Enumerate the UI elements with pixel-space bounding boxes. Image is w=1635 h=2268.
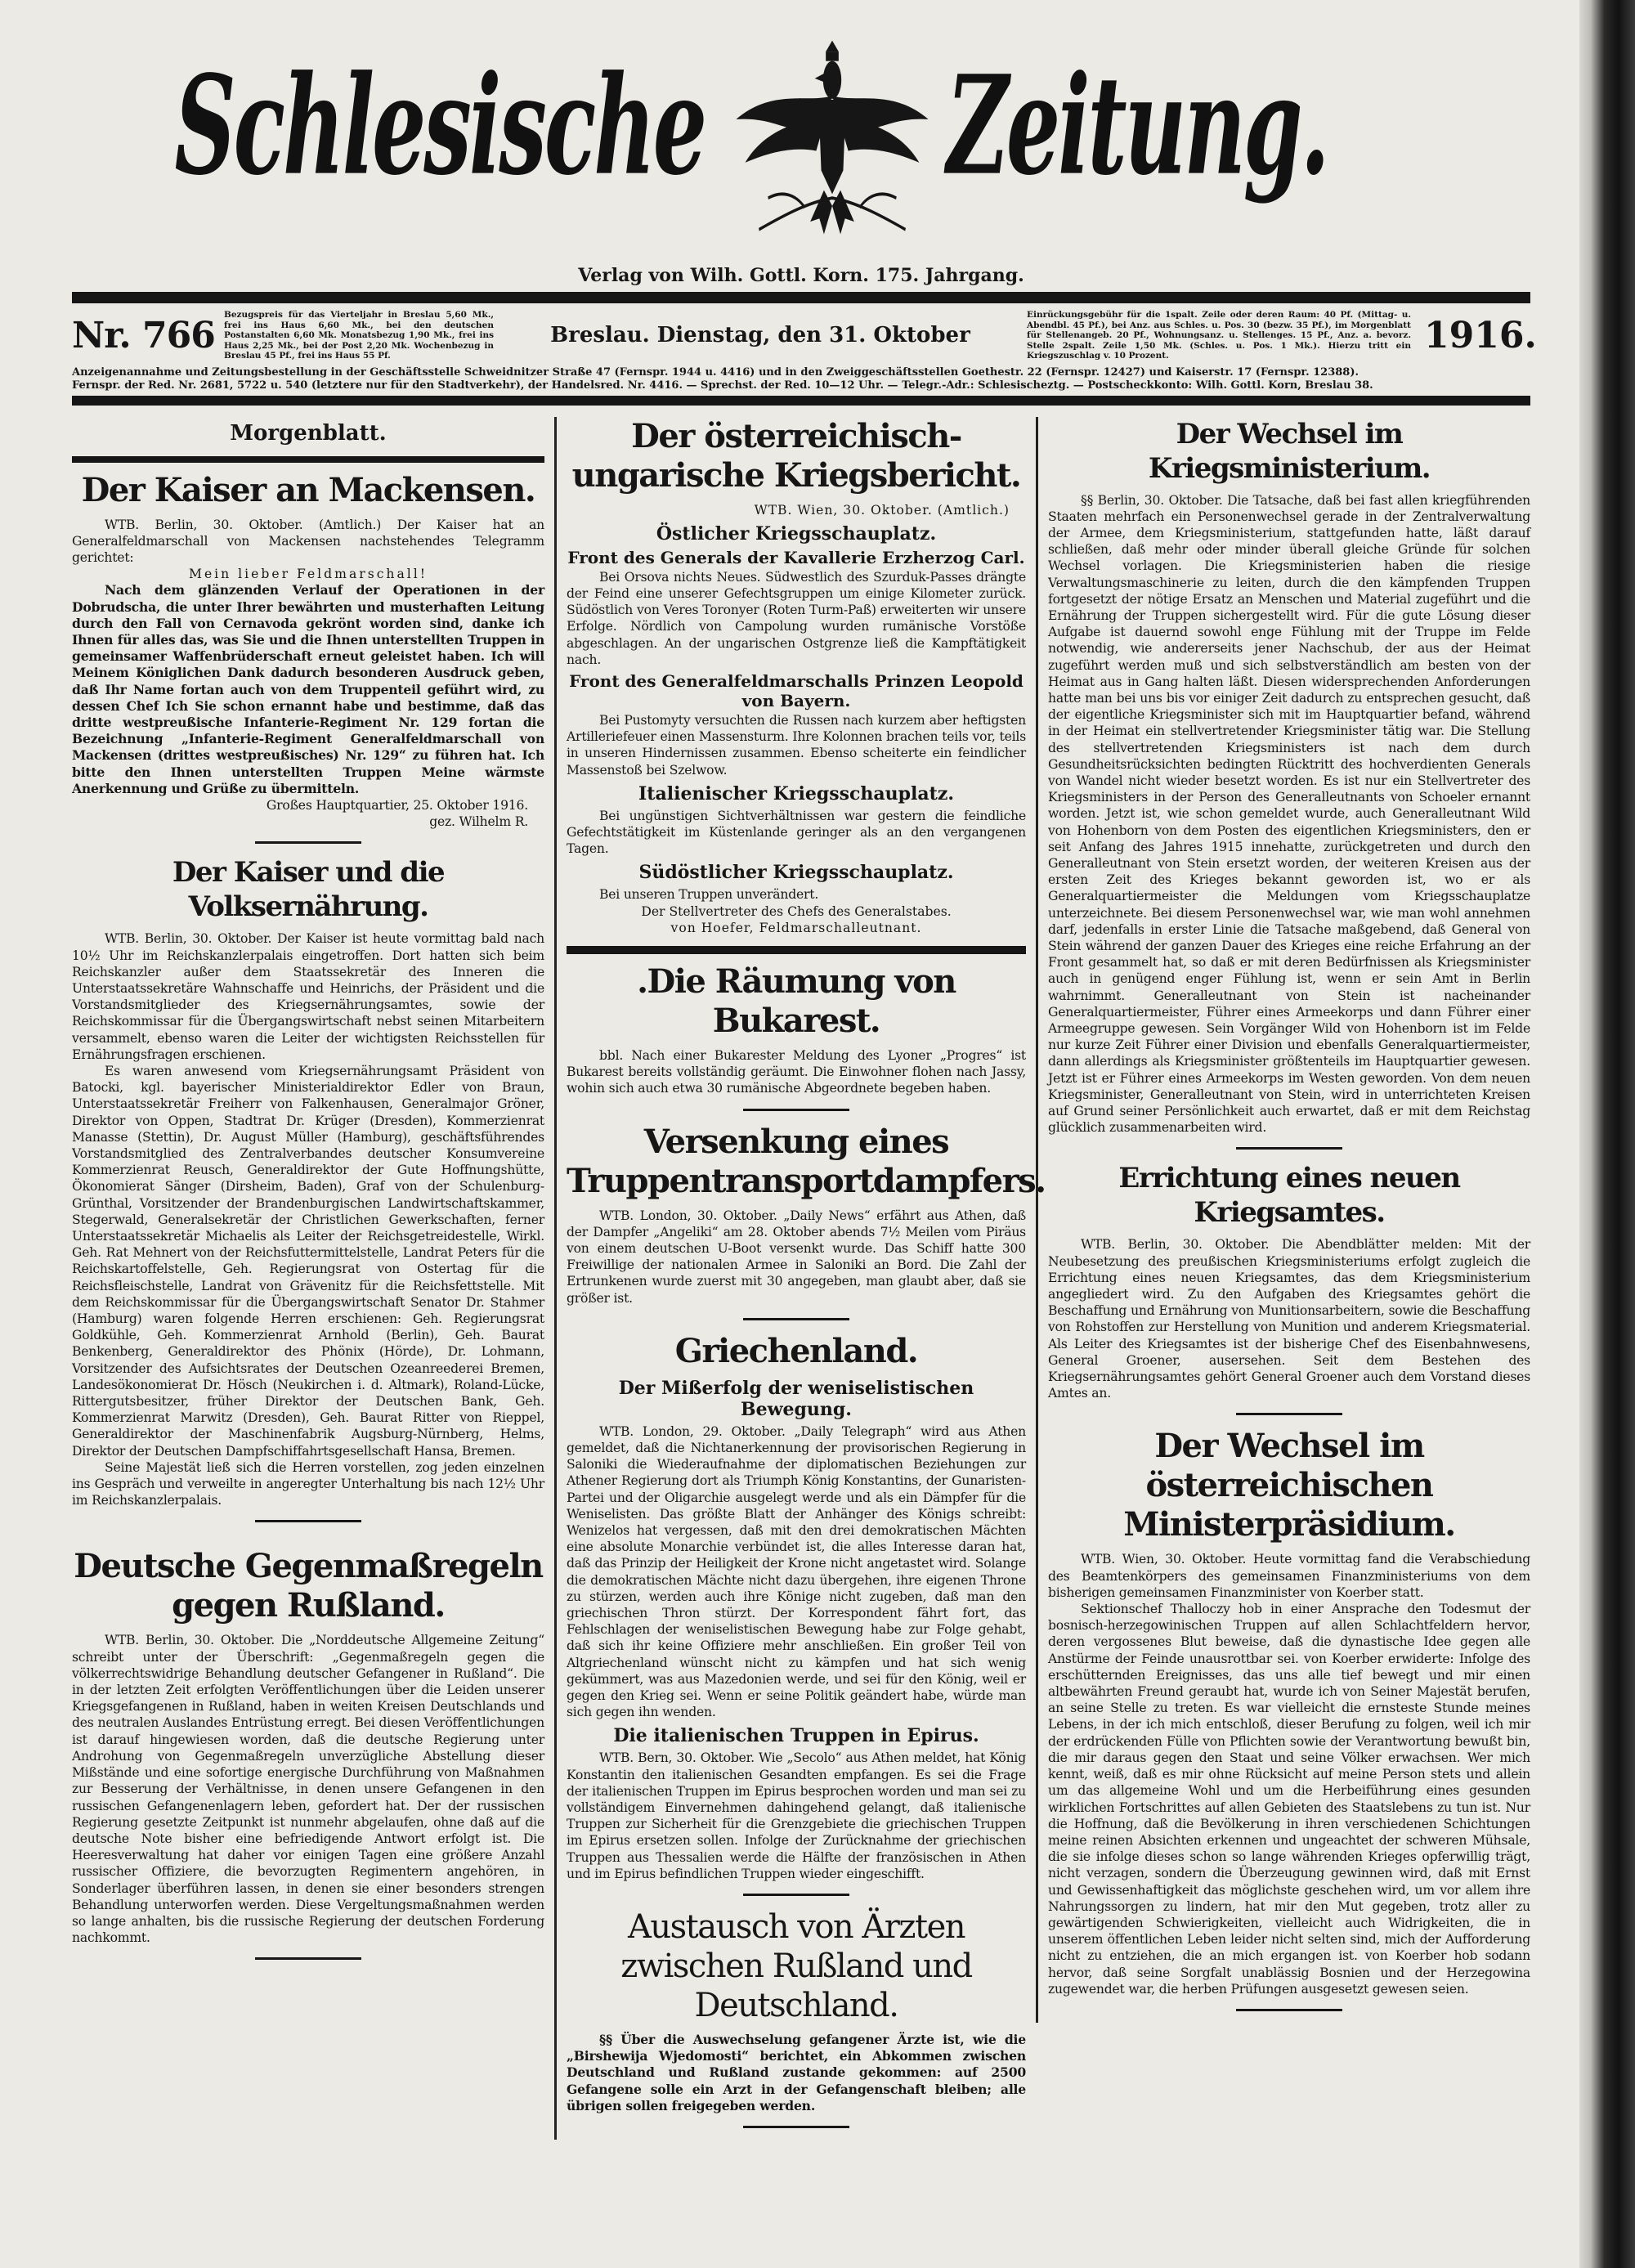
paragraph: Bei unseren Truppen unverändert. [599, 887, 819, 903]
paragraph: Bei ungünstigen Sichtverhältnissen war gestern die feindliche Gefechtstätigkeit im Küstenlande geringer als an den vergangenen Tagen. [567, 808, 1026, 857]
address-line-2: Fernspr. der Red. Nr. 2681, 5722 u. 540 (letztere nur für den Stadtverkehr), der Handelsred. Nr. 4416. — Sprechst. der Red. 10—12 Uhr. — Telegr.-Adr.: Schlesischeztg. — Postscheckkonto: Wilh. Gottl. Korn, Breslau 38. [72, 379, 1373, 392]
page [72, 0, 1537, 2140]
article-separator [255, 841, 361, 844]
subheading: Italienischer Kriegsschauplatz. [638, 782, 954, 805]
article-kriegsministerium [1048, 417, 1530, 1136]
article-separator [255, 1520, 361, 1522]
issue-year: 1916. [1424, 314, 1537, 356]
section-rule [567, 946, 1026, 954]
headline: Griechenland. [674, 1331, 918, 1370]
dateline: WTB. Wien, 30. Oktober. (Amtlich.) [754, 502, 1010, 518]
paragraph: Seine Majestät ließ sich die Herren vorstellen, zog jeden einzelnen ins Gespräch und verweilte in angeregter Unterhaltung bis nach 12½ Uhr im Reichskanzlerpalais. [72, 1459, 544, 1508]
article-kriegsbericht [567, 417, 1026, 936]
column-left [72, 417, 544, 1972]
subscription-price: Bezugspreis für das Vierteljahr in Breslau 5,60 Mk., frei ins Haus 6,60 Mk., bei den deutschen Postanstalten 6,60 Mk. Monatsbezug 1,90 Mk., frei ins Haus 2,25 Mk., bei der Post 2,20 Mk. Wochenbezug in Breslau 45 Pf., frei ins Haus 55 Pf. [224, 310, 494, 361]
article-truppentransport [567, 1122, 1046, 1307]
paragraph: WTB. Wien, 30. Oktober. Heute vormittag fand die Verabschiedung des Beamtenkörpers des gemeinsamen Finanzministeriums von dem bisherigen gemeinsamen Finanzminister von Koerber statt. [1048, 1552, 1530, 1600]
paragraph: WTB. London, 30. Oktober. „Daily News“ erfährt aus Athen, daß der Dampfer „Angeliki“ am 28. Oktober abends 7½ Meilen vom Piräus von einem deutschen U-Boot versenkt wurde. Das Schiff hatte 300 Freiwillige der nationalen Armee in Saloniki an Bord. Die Zahl der Ertrunkenen wurde zuerst mit 30 angegeben, man glaubt aber, daß sie größer ist. [567, 1208, 1026, 1306]
issue-dateline: Breslau. Dienstag, den 31. Oktober [550, 323, 970, 348]
article-aerzte-austausch [567, 1907, 1026, 2114]
issue-number: Nr. 766 [72, 314, 215, 356]
subheading: Front des Generals der Kavallerie Erzherzog Carl. [567, 547, 1025, 567]
edition-label: Morgenblatt. [230, 420, 387, 446]
subheading: Die italienischen Truppen in Epirus. [613, 1725, 979, 1747]
article-separator [1236, 1413, 1342, 1415]
issue-info-row [72, 303, 1537, 365]
article-ministerpraesidium [1048, 1427, 1530, 1997]
paragraph: Bei Pustomyty versuchten die Russen nach kurzem aber heftigsten Artilleriefeuer einen Massensturm. Ihre Kolonnen brachen teils vor, teils in unseren Hindernissen zusammen. Ebenso scheiterte ein feindlicher Massenstoß bei Szelwow. [567, 712, 1026, 778]
headline: Austausch von Ärzten zwischen Rußland und Deutschland. [620, 1908, 972, 2025]
article-gegenmassregeln [72, 1547, 544, 1946]
article-separator [1236, 2009, 1342, 2011]
section-rule [72, 456, 544, 463]
header-rule-bottom [72, 396, 1530, 406]
headline: Versenkung eines Truppentransportdampfers. [567, 1122, 1046, 1200]
signature: von Hoefer, Feldmarschalleutnant. [670, 920, 922, 935]
eagle-emblem-icon [718, 33, 947, 245]
article-separator [255, 1957, 361, 1960]
advertising-rates: Einrückungsgebühr für die 1spalt. Zeile oder deren Raum: 40 Pf. (Mittag- u. Abendbl. 45 Pf.), bei Anz. aus Schles. u. Pos. 30 (bezw. 35 Pf.), im Morgenblatt für Stellenangeb. 20 Pf., Wohnungsanz. u. Stellenges. 15 Pf., Anz. a. bevorz. Stelle 2spalt. Zeile 1,50 Mk. (Schles. u. Pos. 1 Mk.). Hierzu tritt ein Kriegszuschlag v. 10 Prozent. [1027, 310, 1411, 361]
paragraph: Nach dem glänzenden Verlauf der Operationen in der Dobrudscha, die unter Ihrer bewährten und musterhaften Leitung durch den Fall von Cernavoda gekrönt worden sind, danke ich Ihnen für alles das, was Sie und die Ihnen unterstellten Truppen in gemeinsamer Waffenbrüderschaft erneut geleistet haben. Ich will Meinem Königlichen Dank dadurch besonderen Ausdruck geben, daß Ihr Name fortan auch von dem Truppenteil geführt wird, zu dessen Chef Ich Sie schon ernannt habe und bestimme, daß das dritte westpreußische Infanterie-Regiment Nr. 129 fortan die Bezeichnung „Infanterie-Regiment Generalfeldmarschall von Mackensen (drittes westpreußisches) Nr. 129“ zu führen hat. Ich bitte den Ihnen unterstellten Truppen Meine wärmste Anerkennung und Grüße zu übermitteln. [72, 582, 544, 796]
headline: Der österreichisch-ungarische Kriegsbericht. [571, 416, 1021, 495]
header-rule-top [72, 292, 1530, 303]
headline: Der Wechsel im Kriegsministerium. [1148, 417, 1431, 485]
article-separator [743, 1894, 849, 1896]
signature: gez. Wilhelm R. [429, 814, 528, 830]
headline: Der Wechsel im österreichischen Ministerpräsidium. [1123, 1427, 1455, 1544]
headline: Der Kaiser und die Volksernährung. [172, 856, 445, 924]
paragraph: §§ Über die Auswechselung gefangener Ärzte ist, wie die „Birshewija Wjedomosti“ berichtet, ein Abkommen zwischen Deutschland und Rußland zustande gekommen: auf 2500 Gefangene solle ein Arzt in der Gefangenschaft bleiben; alle übrigen sollen freigegeben werden. [567, 2032, 1026, 2113]
article-kaiser-volksernaehrung [72, 855, 544, 1508]
salutation: Mein lieber Feldmarschall! [188, 567, 428, 582]
page-binding-edge [1579, 0, 1635, 2268]
headline: Der Kaiser an Mackensen. [81, 470, 535, 509]
article-griechenland [567, 1332, 1026, 1882]
paragraph: bbl. Nach einer Bukarester Meldung des Lyoner „Progres“ ist Bukarest bereits vollständig geräumt. Die Einwohner flohen nach Jassy, wohin sich auch etwa 30 rumänische Abgeordnete begeben haben. [567, 1047, 1026, 1096]
subheading: Östlicher Kriegsschauplatz. [656, 522, 937, 545]
article-separator [743, 1318, 849, 1320]
article-separator [743, 1109, 849, 1111]
headline: Deutsche Gegenmaßregeln gegen Rußland. [74, 1547, 543, 1625]
column-right [1036, 417, 1530, 2023]
paragraph: §§ Berlin, 30. Oktober. Die Tatsache, daß bei fast allen kriegführenden Staaten mehrfach ein Personenwechsel gerade in der Zentralverwaltung der Armee, dem Kriegsministerium, stattgefunden hatte, läßt darauf schließen, daß mehr oder minder überall gleiche Gründe für solchen Wechsel vorlagen. Die Kriegsministerien haben die riesige Verwaltungsmaschinerie zu leiten, durch die den kämpfenden Truppen fortgesetzt der nötige Ersatz an Menschen und Material zugeführt und die Ernährung der Truppen sichergestellt wird. Für die gute Lösung dieser Aufgabe ist dauernd sowohl enge Fühlung mit der Truppe im Felde notwendig, wie andererseits jener Nachschub, der aus der Heimat zugeführt werden muß und sich selbstverständlich am besten von der Heimat aus in Gang halten läßt. Diesen widersprechenden Anforderungen hatte man bei uns bis vor einiger Zeit dadurch zu entsprechen gesucht, daß der eigentliche Kriegsminister sich mit im Hauptquartier befand, während in der Heimat ein stellvertretender Kriegsminister tätig war. Die Stellung des stellvertretenden Kriegsministers ist nach dem durch Gesundheitsrücksichten bedingten Rücktritt des hochverdienten Generals von Wandel nicht wieder besetzt worden. Es ist nur ein Stellvertreter des Kriegsministers in der Person des Generalleutnants von Schoeler ernannt worden. Jetzt ist, wie schon gemeldet wurde, auch Generalleutnant Wild von Hohenborn von dem Posten des eigentlichen Kriegsministers, den er seit Anfang des Jahres 1915 innehatte, zurückgetreten und durch den Generalleutnant von Stein ersetzt worden, der weiteren Kreisen aus der ersten Zeit des Krieges bekannt geworden ist, wo er als Generalquartiermeister die Meldungen vom Kriegsschauplatze unterzeichnete. Bei diesem Personenwechsel war, wie man wohl annehmen darf, jedenfalls in erster Linie die Tatsache maßgebend, daß General von Stein während der ganzen Dauer des Krieges eine reiche Erfahrung an der Front gesammelt hat, so daß er mit deren Bedürfnissen als Kriegsminister auch in genügend enger Fühlung ist, wenn er sein Amt in Berlin wahrnimmt. Generalleutnant von Stein ist nacheinander Generalquartiermeister, Führer eines Armeekorps und dann Führer einer Armeegruppe gewesen. Sein Vorgänger Wild von Hohenborn ist im Felde nur kurze Zeit Führer einer Division und ebenfalls Generalquartiermeister, dann allerdings als Kriegsminister größtenteils im Hauptquartier gewesen. Jetzt ist er Führer eines Armeekorps im Westen geworden. Von dem neuen Kriegsminister, Generalleutnant von Stein, wird in unterrichteten Kreisen auf Grund seiner Persönlichkeit auch erwartet, daß er mit dem Reichstag glücklich zusammenarbeiten wird. [1048, 492, 1530, 1136]
paragraph: WTB. Bern, 30. Oktober. Wie „Secolo“ aus Athen meldet, hat König Konstantin den italienischen Gesandten empfangen. Es sei die Frage der italienischen Truppen im Epirus besprochen worden und man sei zu vollständigem Einvernehmen dahingehend gelangt, daß italienische Truppen zur Sicherheit für die Grenzgebiete die griechischen Truppen im Epirus ersetzen sollen. Infolge der Zurücknahme der griechischen Truppen aus Thessalien werde die Hälfte der französischen in Athen und im Epirus befindlichen Truppen wieder eingeschifft. [567, 1750, 1026, 1881]
signature: Der Stellvertreter des Chefs des Generalstabes. [641, 903, 952, 919]
headline: .Die Räumung von Bukarest. [637, 961, 956, 1040]
article-kaiser-mackensen [72, 471, 544, 831]
publisher-line: Verlag von Wilh. Gottl. Korn. 175. Jahrgang. [578, 265, 1024, 286]
paragraph: WTB. Berlin, 30. Oktober. (Amtlich.) Der Kaiser hat an Generalfeldmarschall von Mackensen nachstehendes Telegramm gerichtet: [72, 517, 544, 565]
article-separator [743, 2126, 849, 2128]
subheading: Front des Generalfeldmarschalls Prinzen Leopold von Bayern. [569, 670, 1024, 710]
subheading: Südöstlicher Kriegsschauplatz. [638, 862, 954, 884]
address-line-1: Anzeigenannahme und Zeitungsbestellung in der Geschäftsstelle Schweidnitzer Straße 47 (Fernspr. 1944 u. 4416) und in den Zweiggeschäftsstellen Goethestr. 22 (Fernspr. 12427) und Kaiserstr. 17 (Fernspr. 12388). [72, 365, 1360, 379]
column-middle [554, 416, 1046, 2140]
paragraph: Es waren anwesend vom Kriegsernährungsamt Präsident von Batocki, kgl. bayerischer Ministerialdirektor Edler von Braun, Unterstaatssekretär Freiherr von Falkenhausen, Generalmajor Gröner, Direktor von Oppen, Stadtrat Dr. Krüger (Dresden), Kommerzienrat Manasse (Stettin), Dr. August Müller (Hamburg), geschäftsführendes Vorstandsmitglied des Zentralverbandes deutscher Konsumvereine Kommerzienrat Reusch, Generaldirektor der Gute Hoffnungshütte, Ökonomierat Sänger (Dirsheim, Baden), Graf von der Schulenburg-Grünthal, Vorsitzender der Brandenburgischen Landwirtschaftskammer, Stegerwald, Generalsekretär der Christlichen Gewerkschaften, ferner Unterstaatssekretär Michaelis als Leiter der Reichsgetreidestelle, Wirkl. Geh. Rat Mehnert von der Reichsfuttermittelstelle, Landrat Peters für die Reichskartoffelstelle, Geh. Regierungsrat von Ostertag für die Reichsfleischstelle, Landrat von Grävenitz für die Reichsfettstelle. Mit dem Reichskommissar für die Übergangswirtschaft Senator Dr. Stahmer (Hamburg) waren folgende Herren erschienen: Geh. Regierungsrat Goldkühle, Geh. Kommerzienrat Arnhold (Berlin), Geh. Baurat Benkenberg, Generaldirektor des Phönix (Hörde), Dr. Lohmann, Vorsitzender des Aufsichtsrates der Deutschen Ozeanreederei Bremen, Landesökonomierat Dr. Hösch (Neukirchen i. d. Altmark), Roland-Lücke, Rittergutsbesitzer, früher Direktor der Deutschen Bank, Geh. Kommerzienrat Marwitz (Dresden), Geh. Baurat Ritter von Rieppel, Generaldirektor der Maschinenfabrik Augsburg-Nürnberg, Helms, Direktor der Deutschen Dampfschiffahrtsgesellschaft Hansa, Bremen. [72, 1063, 544, 1459]
paragraph: WTB. Berlin, 30. Oktober. Die Abendblätter melden: Mit der Neubesetzung des preußischen Kriegsministeriums erfolgt zugleich die Errichtung eines neuen Kriegsamtes, das dem Kriegsministerium angegliedert wird. Zu den Aufgaben des Kriegsamtes gehört die Beschaffung und Ernährung von Munitionsarbeitern, sowie die Beschaffung von Rohstoffen zur Herstellung von Munition und anderem Kriegsmaterial. Als Leiter des Kriegsamtes ist der bisherige Chef des Eisenbahnwesens, General Groener, ausersehen. Seit dem Bestehen des Kriegsernährungsamtes gehört General Groener auch dem Vorstand dieses Amtes an. [1048, 1237, 1530, 1401]
office-addresses [72, 365, 1530, 396]
paragraph: WTB. London, 29. Oktober. „Daily Telegraph“ wird aus Athen gemeldet, daß die Nichtanerkennung der provisorischen Regierung in Saloniki die Wiederaufnahme der diplomatischen Beziehungen zur Athener Regierung dort als Triumph König Konstantins, der Gunaristen-Partei und der Oligarchie ausgelegt werde und als ein Dämpfer für die Weniselisten. Das größte Blatt der Anhänger des Königs schreibt: Wenizelos hat vergessen, daß mit den drei demokratischen Mächten eine absolute Monarchie verbündet ist, die alles Interesse daran hat, daß das Prinzip der Heiligkeit der Krone nicht angetastet wird. Solange die demokratischen Mächte nicht dazu übergehen, ihre eigenen Throne zu stürzen, werden auch ihre Könige nicht zugeben, daß man den griechischen Thron stürzt. Der Korrespondent fährt fort, das Fehlschlagen der weniselistischen Bewegung habe zur Folge gehabt, daß sich ihr keine Offiziere mehr anschließen. Ein großer Teil von Altgriechenland wünscht nicht zu kämpfen und hat sich wenig gekümmert, was aus Mazedonien werde, und sei für den König, weil er gegen den Krieg sei. Wenn er seine Politik geändert habe, würde man sich gegen ihn wenden. [567, 1423, 1026, 1720]
paragraph: Bei Orsova nichts Neues. Südwestlich des Szurduk-Passes drängte der Feind eine unserer Gefechtsgruppen um einige Kilometer zurück. Südöstlich von Veres Toronyer (Roten Turm-Paß) erweiterten wir unsere Erfolge. Nördlich von Campolung wurden rumänische Vorstöße abgeschlagen. An der ungarischen Ostgrenze ließ die Kampftätigkeit nach. [567, 569, 1026, 667]
subheading: Der Mißerfolg der weniselistischen Bewegung. [618, 1377, 974, 1420]
article-separator [1236, 1147, 1342, 1150]
headline: Errichtung eines neuen Kriegsamtes. [1118, 1162, 1460, 1230]
paragraph: Sektionschef Thalloczy hob in einer Ansprache den Todesmut der bosnisch-herzegowinischen Truppen auf allen Schlachtfeldern hervor, deren vergossenes Blut beweise, daß die dynastische Idee gegen alle Anstürme der Feinde unausrottbar sei. von Koerber erwiderte: Infolge des erschütternden Ereignisses, das uns alle tief bewegt und mir einen altbewährten Freund geraubt hat, wurde ich von Seiner Majestät berufen, an seine Stelle zu treten. Es war vielleicht die ernsteste Stunde meines Lebens, in der ich mich entschloß, dieser Berufung zu folgen, weil ich mir der erdrückenden Fülle von Pflichten sowie der Verantwortung bewußt bin, die mir daraus gegen den Staat und seine Völker erwachsen. Wer mich kennt, weiß, daß es mir ohne Rücksicht auf meine Person stets und allein um das allgemeine Wohl und um die Herbeiführung eines gesunden wirklichen Fortschrittes auf allen Gebieten des Staatslebens zu tun ist. Nur die Hoffnung, daß die Bevölkerung in ihren verschiedenen Schichtungen meine reinen Absichten erkennen und ungeachtet der schweren Mühsale, die sie infolge dieses schon so lange währenden Krieges opferwillig trägt, nicht verzagen, sondern die Überzeugung gewinnen wird, daß mit Ernst und Gewissenhaftigkeit das möglichste geschehen wird, um vor allem ihre Nahrungssorgen zu lindern, hat mir den Mut gegeben, trotz aller zu gewärtigenden Schwierigkeiten, vielleicht auch Widrigkeiten, die in unserem öffentlichen Leben leider nicht selten sind, mich der Aufforderung nicht zu entziehen, die an mich ergangen ist. von Koerber hob sodann hervor, daß seine Sorgfalt unablässig Bosnien und der Herzegowina zugewendet war, die herben Prüfungen ausgesetzt gewesen seien. [1048, 1602, 1530, 1997]
article-bukarest [567, 962, 1026, 1097]
place-date: Großes Hauptquartier, 25. Oktober 1916. [266, 797, 528, 813]
paragraph: WTB. Berlin, 30. Oktober. Der Kaiser ist heute vormittag bald nach 10½ Uhr im Reichskanzlerpalais eingetroffen. Dort hatten sich beim Reichskanzler außer dem Staatssekretär des Inneren die Unterstaatssekretäre Wahnschaffe und Heinrichs, der Präsident und die Vorstandsmitglieder des Kriegsernährungsamtes, sowie der Reichskommissar für die Übergangswirtschaft nebst seinen Mitarbeitern versammelt, ebenso waren die Leiter der wichtigsten Reichsstellen für Ernährungsfragen erschienen. [72, 931, 544, 1062]
masthead [72, 33, 1530, 258]
paragraph: WTB. Berlin, 30. Oktober. Die „Norddeutsche Allgemeine Zeitung“ schreibt unter der Überschrift: „Gegenmaßregeln gegen die völkerrechtswidrige Behandlung deutscher Gefangener in Rußland“. Die in der letzten Zeit erfolgten Veröffentlichungen über die Leiden unserer Kriegsgefangenen in Rußland, haben in weiten Kreisen Deutschlands und des neutralen Auslandes Entrüstung erregt. Bei diesen Veröffentlichungen ist darauf hingewiesen worden, daß die deutsche Regierung unter Androhung von Gegenmaßregeln unverzügliche Abstellung dieser Mißstände und eine sofortige energische Durchführung von Maßnahmen zur Besserung der Verhältnisse, in denen unsere Gefangenen in den russischen Gefangenenlagern leben, gefordert hat. Der der russischen Regierung gesetzte Zeitpunkt ist nunmehr abgelaufen, ohne daß auf die deutsche Note bisher eine befriedigende Antwort erfolgt ist. Die Heeresverwaltung hat daher vor einigen Tagen eine größere Anzahl russischer Offiziere, die bevorzugten Regimentern angehören, in Sonderlager überführen lassen, in denen sie einer besonders strengen Behandlung unterworfen werden. Diese Vergeltungsmaßnahmen werden so lange anhalten, bis die russische Regierung der deutschen Forderung nachkommt. [72, 1633, 544, 1946]
masthead-title-right: Zeitung. [947, 44, 1328, 206]
masthead-title-left: Schlesische [174, 44, 705, 206]
article-kriegsamt [1048, 1161, 1530, 1401]
columns [72, 417, 1530, 2140]
